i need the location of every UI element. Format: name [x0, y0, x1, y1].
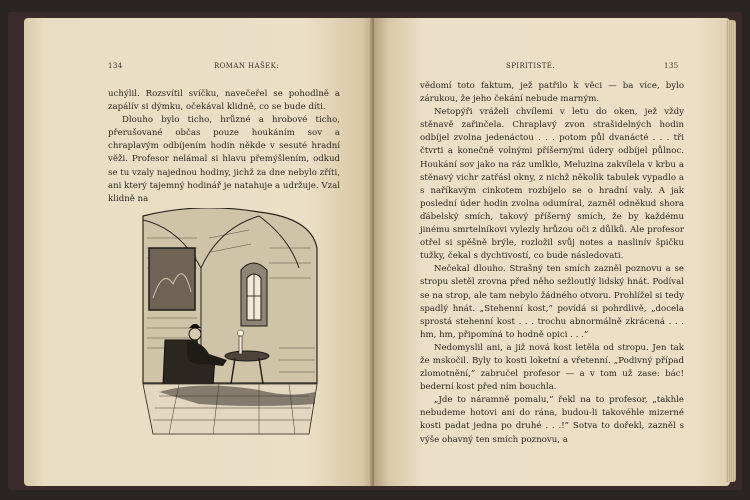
right-running-head: SPIRITISTÉ. — [506, 62, 555, 70]
right-paragraph-5: „Jde to náramně pomalu,” řekl na to profesor, „takhle nebudeme hotovi ani do rána, budou-li takovéhle mizerné kosti padat jedna po druhé . . .!” Sotva to dořekl, zazněl s výše ohavný ten smích poznovu, a — [420, 395, 684, 445]
left-paragraph-1: uchýlil. Rozsvítil svíčku, navečeřel se pohodlně a zapálív si dýmku, očekával klidně, co se bude díti. — [108, 89, 340, 113]
right-text-block — [420, 80, 684, 447]
open-book — [8, 12, 742, 490]
right-page-number: 135 — [664, 62, 679, 70]
left-paragraph-2: Dlouho bylo ticho, hrůzné a hrobové ticho, přerušované občas pouze houkáním sov a chraplavým odbíjením hodin někde v sesuté hradní věži. Profesor nelámal si hlavu přemýšlením, odkud se tu vzaly najednou hodiny, jichž za dne nebylo zříti, ani který tajemný hodinář je natahuje a udržuje. Vzal klidně na — [108, 115, 340, 204]
right-page — [374, 18, 730, 486]
left-running-head: ROMAN HAŠEK: — [214, 62, 280, 70]
left-page — [24, 18, 376, 486]
right-paragraph-2: Netopýři vráželi chvílemi v letu do oken, jež vždy stěnavě zařinčela. Chraplavý zvon strašidelných hodin odbíjel zvolna jedenáctou . . . potom půl dvanácté . . . tři čtvrti a konečně volnými příšernými údery odbíjel půlnoc. Houkání sov jako na ráz umlklo, Meluzina zakvílela v krbu a stěnavý vichr zatřásl okny, z nichž několik tabulek vypadlo a s naříkavým cinkotem rozbíjelo se o hradní valy. A jak poslední úder hodin zvolna odumíral, zazněl odněkud shora ďábelský smích, takový příšerný smích, že by každému jinému smrtelníkovi vylezly hrůzou oči z důlků. Ale profesor otřel si spěšně brýle, rozložil svůj notes a naslinív špičku tužky, čekal s dychtivostí, co bude následovati. — [420, 107, 684, 262]
right-paragraph-3: Nečekal dlouho. Strašný ten smích zazněl poznovu a se stropu sletěl zrovna před něho sežloutlý lidský hnát. Podíval se na strop, ale tam nebylo žádného otvoru. Prohlížel si tedy spadlý hnát. „Stehenní kost,” povídá si pohrdlivě, „docela sprostá stehenní kost . . . trochu abnormálně zkrácená . . . hm, hm, připomíná to hodně opici . . .” — [420, 264, 684, 340]
page-edges — [726, 20, 736, 482]
right-paragraph-4: Nedomyslil ani, a již nová kost letěla od stropu. Jen tak že mskočil. Byly to kosti loketní a vřetenní. „Podivný případ zlomotnění,” zabručel profesor — a v tom už zase: bác! bederní kost před ním bouchla. — [420, 342, 684, 393]
left-page-number: 134 — [108, 62, 123, 70]
right-paragraph-1: vědomí toto faktum, jež patřilo k věci — ba více, bylo zárukou, že jeho čekání nebude marným. — [420, 81, 684, 105]
left-text-block — [108, 88, 340, 206]
professor-in-castle-room-illustration — [139, 208, 322, 440]
